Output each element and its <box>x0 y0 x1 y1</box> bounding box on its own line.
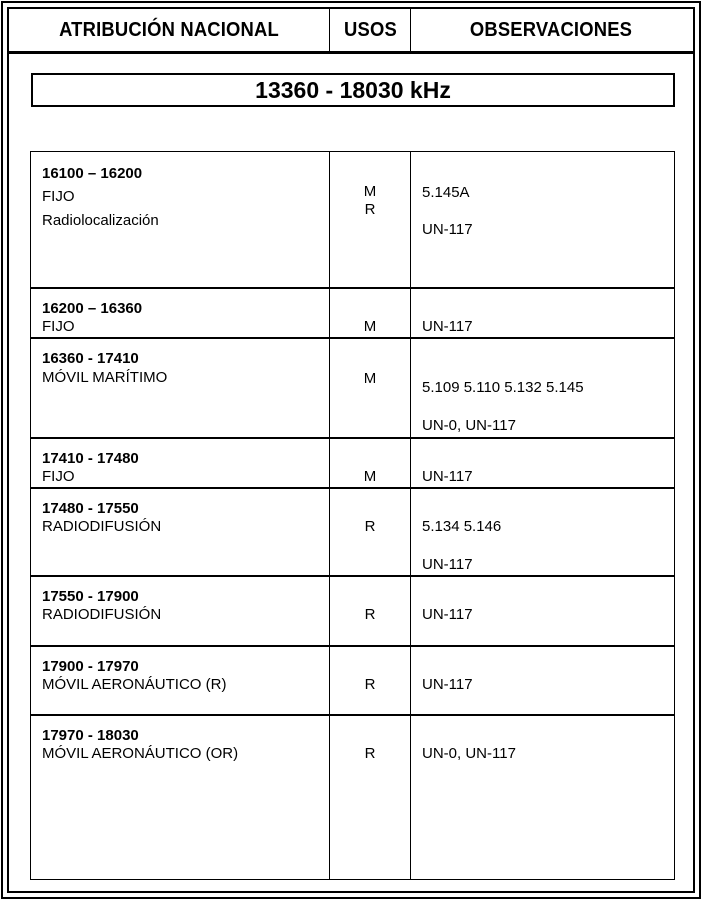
observation: UN-117 <box>422 221 473 238</box>
service-name: RADIODIFUSIÓN <box>42 606 162 623</box>
row-divider <box>30 645 675 647</box>
uso-code: R <box>364 676 376 693</box>
service-name: MÓVIL MARÍTIMO <box>42 369 168 386</box>
uso-code: R <box>364 745 376 762</box>
service-name: FIJO <box>42 468 75 485</box>
frequency-range: 17970 - 18030 <box>42 727 139 744</box>
row-divider <box>30 714 675 716</box>
frequency-range: 17480 - 17550 <box>42 500 139 517</box>
column-divider <box>410 151 411 880</box>
frequency-range: 16360 - 17410 <box>42 350 139 367</box>
observation: UN-117 <box>422 676 473 693</box>
row-divider <box>30 575 675 577</box>
uso-code: M <box>363 183 377 200</box>
service-name: RADIODIFUSIÓN <box>42 518 162 535</box>
column-divider <box>329 151 330 880</box>
uso-code: M <box>363 468 377 485</box>
uso-code: R <box>364 518 376 535</box>
row-divider <box>30 487 675 489</box>
header-atribucion-nacional: ATRIBUCIÓN NACIONAL <box>59 18 279 41</box>
header-usos: USOS <box>344 18 397 41</box>
observation: UN-0, UN-117 <box>422 745 516 762</box>
service-name: Radiolocalización <box>42 212 159 229</box>
observation: UN-117 <box>422 318 473 335</box>
header-rule <box>9 51 693 54</box>
observation: 5.109 5.110 5.132 5.145 <box>422 379 584 396</box>
observation: UN-117 <box>422 556 473 573</box>
service-name: MÓVIL AERONÁUTICO (R) <box>42 676 227 693</box>
frequency-range: 17900 - 17970 <box>42 658 139 675</box>
frequency-range: 16200 – 16360 <box>42 300 143 317</box>
frequency-range: 17550 - 17900 <box>42 588 139 605</box>
observation: 5.134 5.146 <box>422 518 502 535</box>
uso-code: R <box>364 201 376 218</box>
row-divider <box>30 337 675 339</box>
service-name: FIJO <box>42 318 75 335</box>
observation: UN-117 <box>422 468 473 485</box>
service-name: FIJO <box>42 188 75 205</box>
frequency-range: 17410 - 17480 <box>42 450 139 467</box>
row-divider <box>30 287 675 289</box>
uso-code: R <box>364 606 376 623</box>
header-divider <box>410 9 411 52</box>
header-divider <box>329 9 330 52</box>
observation: UN-0, UN-117 <box>422 417 516 434</box>
frequency-range: 16100 – 16200 <box>42 165 143 182</box>
observation: UN-117 <box>422 606 473 623</box>
header-observaciones: OBSERVACIONES <box>469 18 633 41</box>
service-name: MÓVIL AERONÁUTICO (OR) <box>42 745 239 762</box>
uso-code: M <box>363 318 377 335</box>
band-title: 13360 - 18030 kHz <box>31 73 675 107</box>
row-divider <box>30 437 675 439</box>
uso-code: M <box>363 370 377 387</box>
observation: 5.145A <box>422 184 470 201</box>
